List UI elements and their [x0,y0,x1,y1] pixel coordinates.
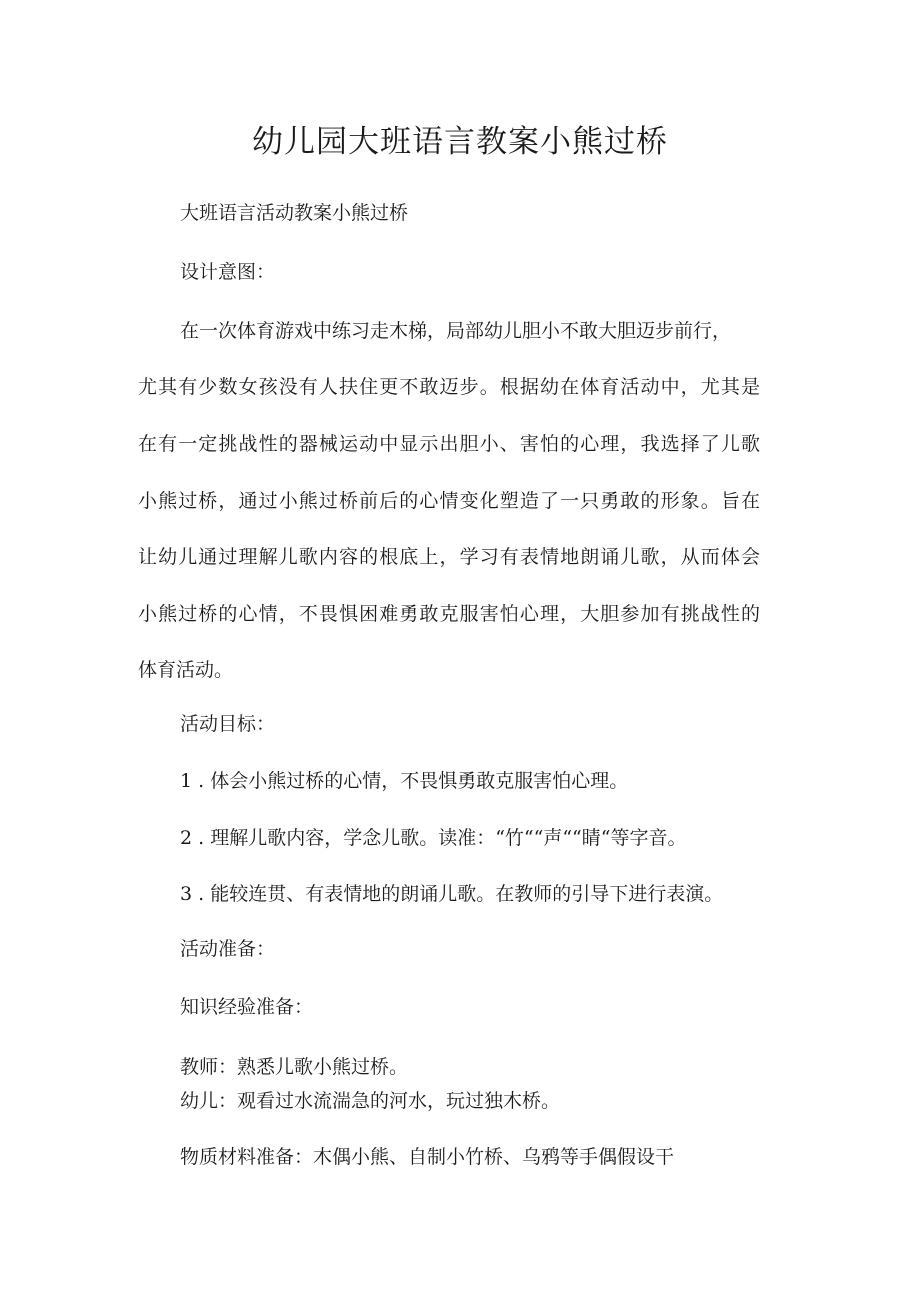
design-intent-line-7: 体育活动。 [138,659,234,681]
design-intent-line-6: 小熊过桥的心情，不畏惧困难勇敢克服害怕心理，大胆参加有挑战性的 [138,603,760,625]
design-intent-line-2: 尤其有少数女孩没有人扶住更不敢迈步。根据幼在体育活动中，尤其是 [138,376,760,398]
goal-item-1: 1 . 体会小熊过桥的心情，不畏惧勇敢克服害怕心理。 [180,770,629,792]
design-intent-line-4: 小熊过桥，通过小熊过桥前后的心情变化塑造了一只勇敢的形象。旨在 [138,490,760,512]
subtitle: 大班语言活动教案小熊过桥 [180,202,409,224]
goal-item-2: 2 . 理解儿歌内容，学念儿歌。读准：“竹““声““睛“等字音。 [180,827,687,849]
design-intent-line-1: 在一次体育游戏中练习走木梯，局部幼儿胆小不敢大胆迈步前行， [180,320,732,342]
design-intent-line-3: 在有一定挑战性的器械运动中显示出胆小、害怕的心理，我选择了儿歌 [138,433,760,455]
materials-prep: 物质材料准备：木偶小熊、自制小竹桥、乌鸦等手偶假设干 [180,1146,675,1168]
design-intent-heading: 设计意图： [180,261,276,283]
goals-heading: 活动目标： [180,713,276,735]
goal-item-3: 3 . 能较连贯、有表情地的朗诵儿歌。在教师的引导下进行表演。 [180,883,724,905]
design-intent-line-5: 让幼儿通过理解儿歌内容的根底上，学习有表情地朗诵儿歌，从而体会 [138,546,760,568]
document-title: 幼儿园大班语言教案小熊过桥 [252,124,668,160]
knowledge-heading: 知识经验准备： [180,996,314,1018]
child-prep: 幼儿：观看过水流湍急的河水，玩过独木桥。 [180,1090,561,1112]
preparation-heading: 活动准备： [180,938,276,960]
teacher-prep: 教师：熟悉儿歌小熊过桥。 [180,1056,409,1078]
